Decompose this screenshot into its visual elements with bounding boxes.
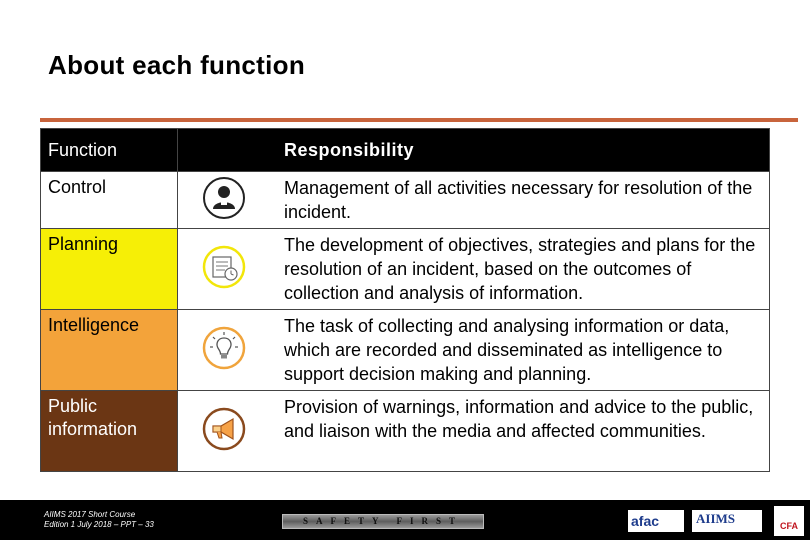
responsibility-cell: The task of collecting and analysing information or data, which are recorded and disseminated as intelligence to support decision making and planning.: [270, 310, 770, 391]
functions-table: [40, 128, 770, 472]
safety-first-banner: SAFETY FIRST: [282, 514, 484, 529]
responsibility-cell: Provision of warnings, information and advice to the public, and liaison with the media and affected communities.: [270, 391, 770, 472]
header-icon-cell: [178, 129, 271, 172]
table-row: [41, 172, 770, 229]
footer-course: AIIMS 2017 Short Course: [44, 510, 136, 519]
slide-title: About each function: [48, 50, 306, 80]
function-cell: [41, 229, 178, 310]
cfa-logo: CFA: [774, 506, 804, 536]
function-label-public-information: Public information: [48, 396, 138, 439]
table-row: [41, 391, 770, 472]
function-label-control: Control: [48, 177, 107, 197]
responsibility-cell: The development of objectives, strategies and plans for the resolution of an incident, based on the outcomes of collection and analysis of information.: [270, 229, 770, 310]
clipboard-clock-icon: [199, 242, 249, 292]
icon-cell: [178, 310, 271, 391]
header-function: Function: [41, 129, 178, 172]
aiims-logo: AIIMS: [692, 510, 762, 532]
footer-edition: Edition 1 July 2018 – PPT – 33: [44, 520, 154, 529]
function-label-intelligence: Intelligence: [48, 315, 140, 335]
function-cell: [41, 172, 178, 229]
footer-course-info: [44, 510, 154, 530]
megaphone-icon: [199, 404, 249, 454]
function-label-planning: Planning: [48, 234, 119, 254]
lightbulb-icon: [199, 323, 249, 373]
afac-logo: afac: [628, 510, 684, 532]
function-cell: [41, 310, 178, 391]
function-cell: [41, 391, 178, 472]
responsibility-cell: Management of all activities necessary for resolution of the incident.: [270, 172, 770, 229]
icon-cell: [178, 172, 271, 229]
table-row: [41, 310, 770, 391]
icon-cell: [178, 229, 271, 310]
table-header-row: [41, 129, 770, 172]
icon-cell: [178, 391, 271, 472]
person-icon: [199, 173, 249, 223]
header-responsibility: Responsibility: [270, 129, 770, 172]
title-divider: [40, 118, 798, 122]
table-row: [41, 229, 770, 310]
